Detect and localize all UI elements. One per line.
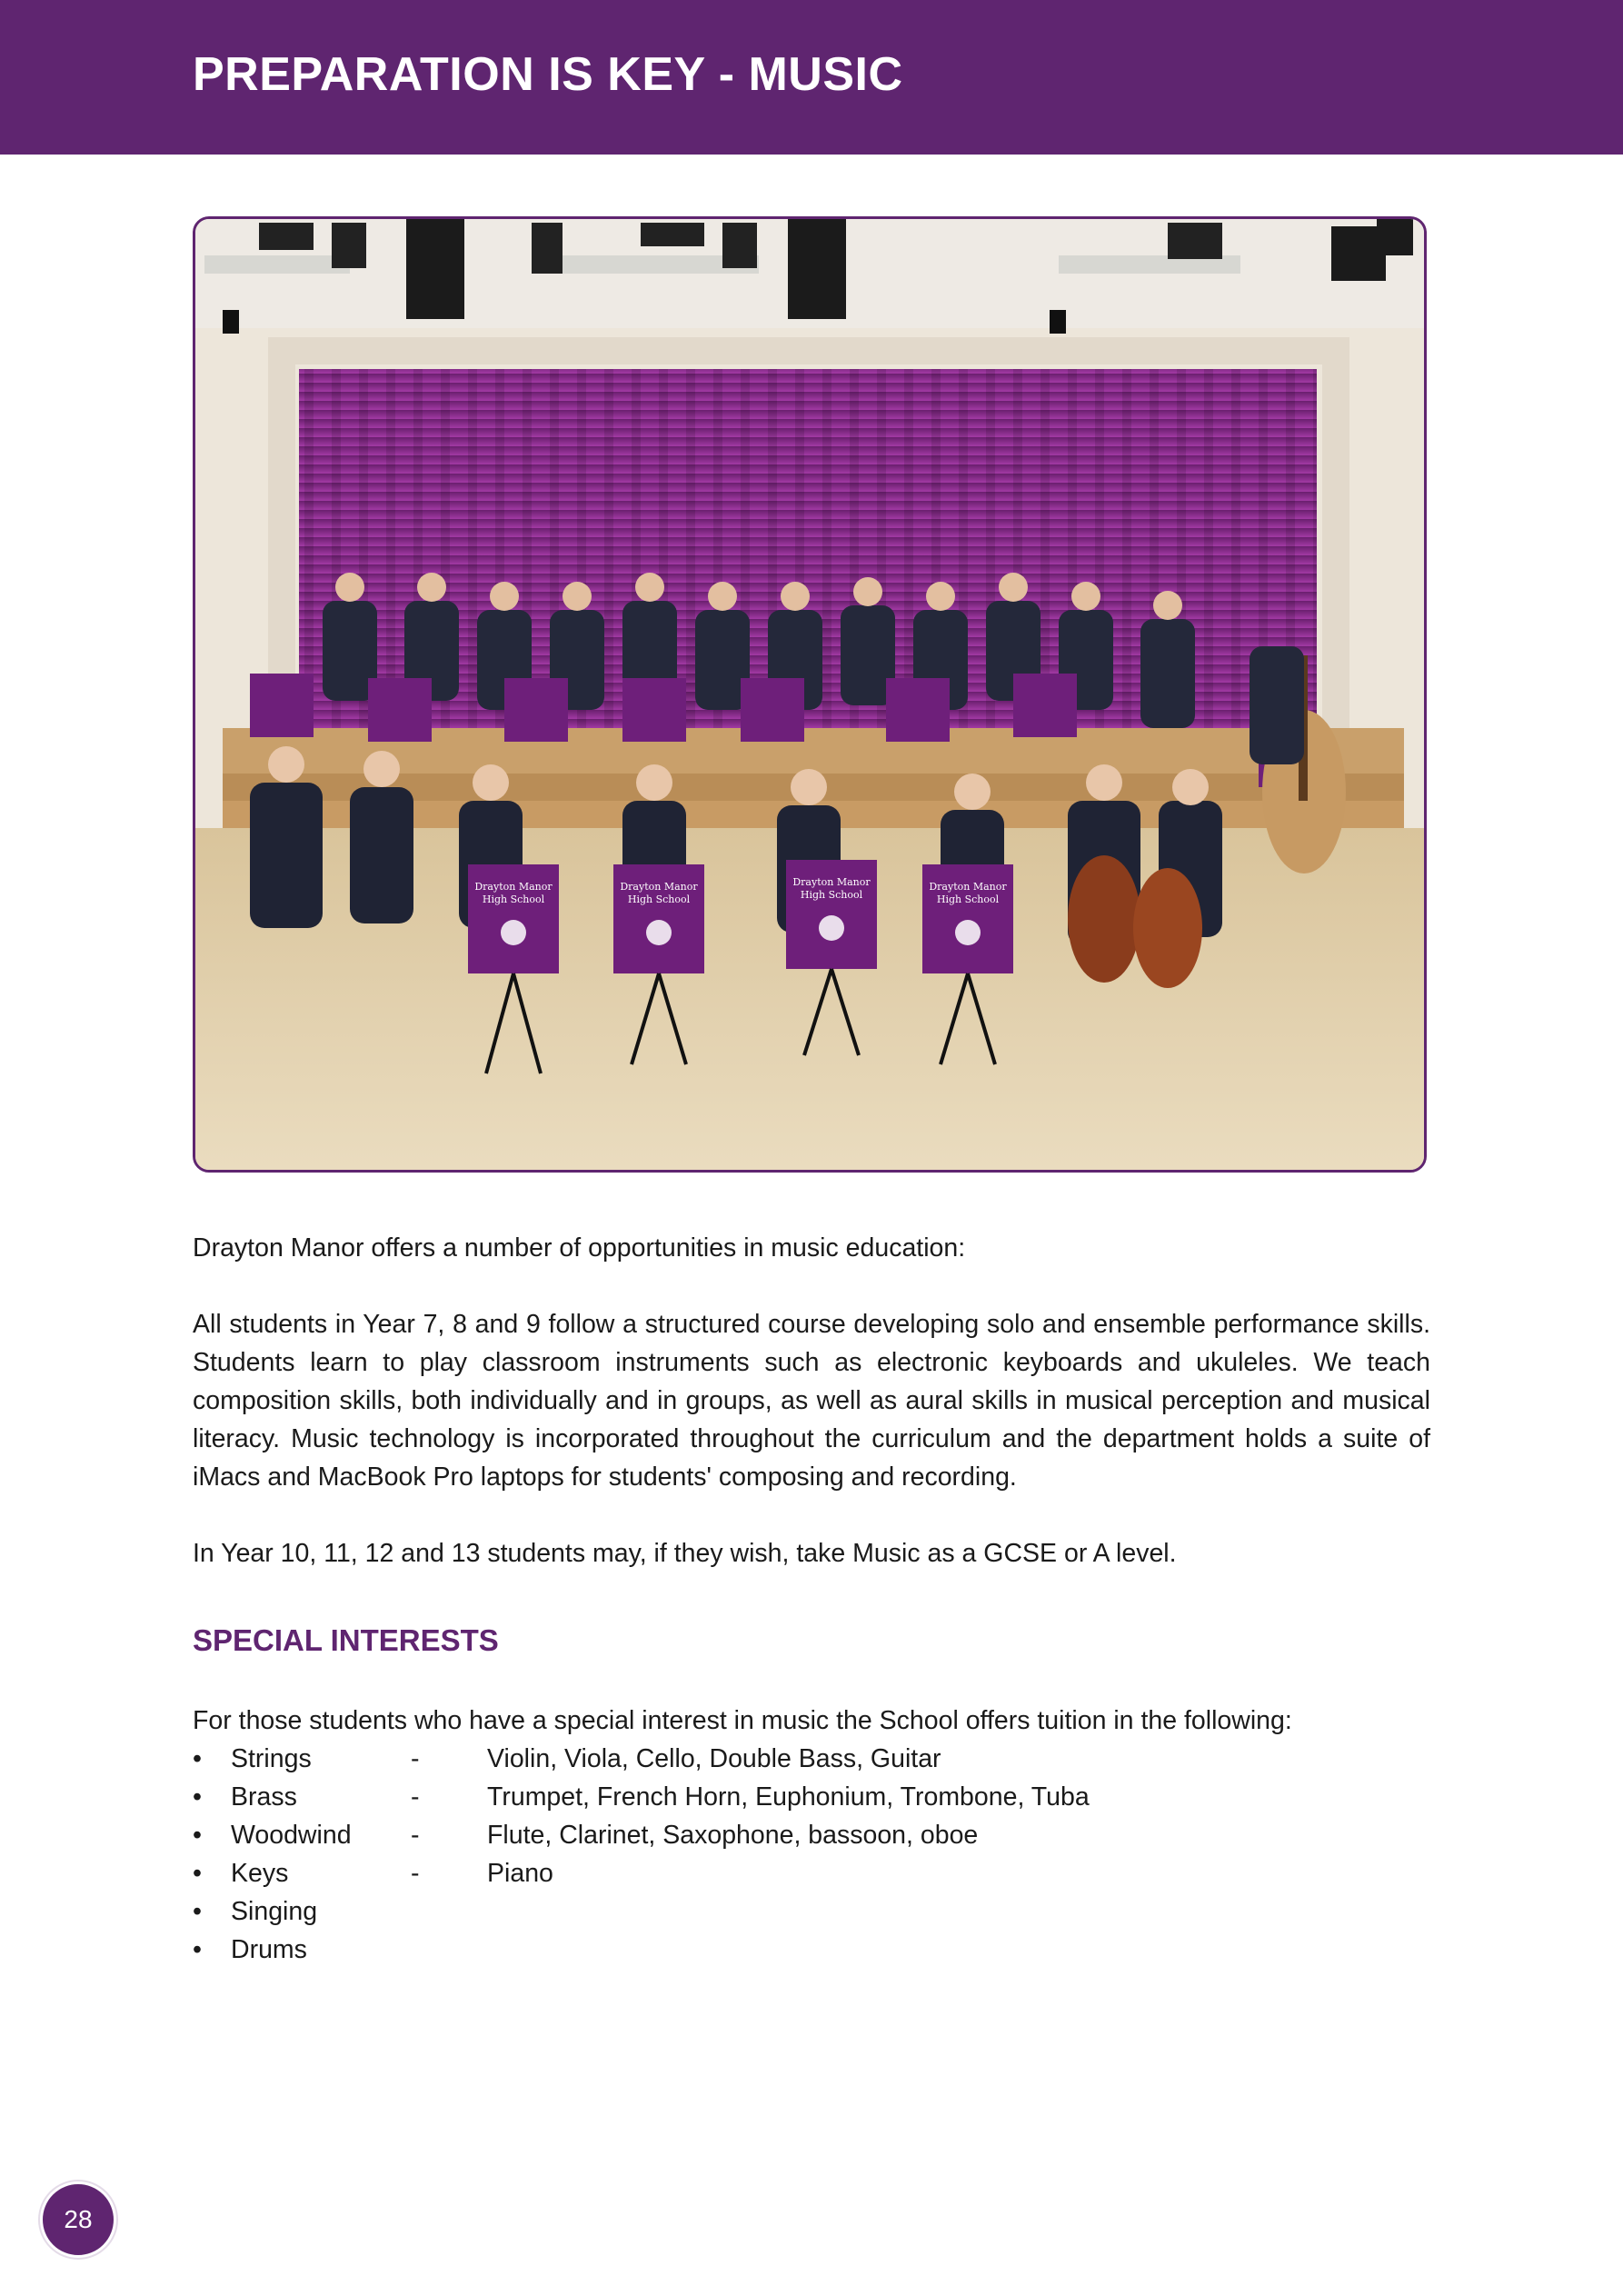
- page-title: PREPARATION IS KEY - MUSIC: [193, 48, 903, 101]
- separator: -: [411, 1859, 420, 1888]
- special-interests-heading: SPECIAL INTERESTS: [193, 1623, 499, 1657]
- bullet: •: [193, 1859, 202, 1888]
- instrument-category: Woodwind: [231, 1821, 352, 1850]
- instrument-list: Flute, Clarinet, Saxophone, bassoon, oboe: [487, 1821, 979, 1850]
- bullet: •: [193, 1782, 202, 1812]
- page-header: [0, 0, 1623, 155]
- page-number-badge: 28: [40, 2181, 116, 2258]
- intro-text: Drayton Manor offers a number of opportunities in music education:: [193, 1233, 966, 1263]
- banner-text: Drayton Manor: [620, 881, 698, 893]
- stage-light: [1377, 219, 1413, 255]
- curriculum-paragraph: All students in Year 7, 8 and 9 follow a structured course developing solo and ensemble performance skills. Students learn to play classroom instruments such as electronic keyboards and ukuleles. We teach composition skills, both individually and in groups, as well as aural skills in musical perception and musical literacy. Music technology is incorporated throughout the curriculum and the department holds a suite of iMacs and MacBook Pro laptops for students' composing and recording.: [193, 1310, 1430, 1492]
- bullet: •: [193, 1821, 202, 1850]
- banner-text: High School: [800, 889, 863, 901]
- separator: -: [411, 1782, 420, 1812]
- stage-light: [532, 223, 563, 274]
- cello: [1133, 868, 1202, 988]
- orchestra-illustration: [195, 219, 1424, 1170]
- instrument-list: Piano: [487, 1859, 553, 1888]
- bullet: •: [193, 1897, 202, 1926]
- instrument-category: Singing: [231, 1897, 318, 1926]
- instrument-category: Drums: [231, 1935, 307, 1964]
- banner-text: Drayton Manor: [929, 881, 1007, 893]
- banner-text: High School: [482, 893, 545, 905]
- speaker-right: [788, 219, 846, 319]
- stage-light: [722, 223, 757, 268]
- separator: -: [411, 1821, 420, 1850]
- banner-text: High School: [627, 893, 691, 905]
- orchestra-photo: [193, 216, 1427, 1173]
- cello: [1068, 855, 1140, 983]
- bullet: •: [193, 1935, 202, 1964]
- bullet: •: [193, 1744, 202, 1773]
- gcse-paragraph: In Year 10, 11, 12 and 13 students may, if they wish, take Music as a GCSE or A level.: [193, 1539, 1177, 1568]
- speaker-left: [406, 219, 464, 319]
- banner-text: High School: [936, 893, 1000, 905]
- instrument-list: Violin, Viola, Cello, Double Bass, Guitar: [487, 1744, 941, 1773]
- stage-light: [332, 223, 366, 268]
- instrument-category: Strings: [231, 1744, 312, 1773]
- stage-light: [1168, 223, 1222, 259]
- banner-text: Drayton Manor: [792, 876, 871, 888]
- instrument-category: Keys: [231, 1859, 289, 1888]
- banner-text: Drayton Manor: [474, 881, 553, 893]
- bassist: [1250, 646, 1304, 764]
- separator: -: [411, 1744, 420, 1773]
- stage-light: [259, 223, 314, 250]
- stage-light: [641, 223, 704, 246]
- instrument-list: Trumpet, French Horn, Euphonium, Trombone, Tuba: [487, 1782, 1090, 1812]
- instrument-category: Brass: [231, 1782, 297, 1812]
- tuition-intro: For those students who have a special interest in music the School offers tuition in the following:: [193, 1706, 1292, 1735]
